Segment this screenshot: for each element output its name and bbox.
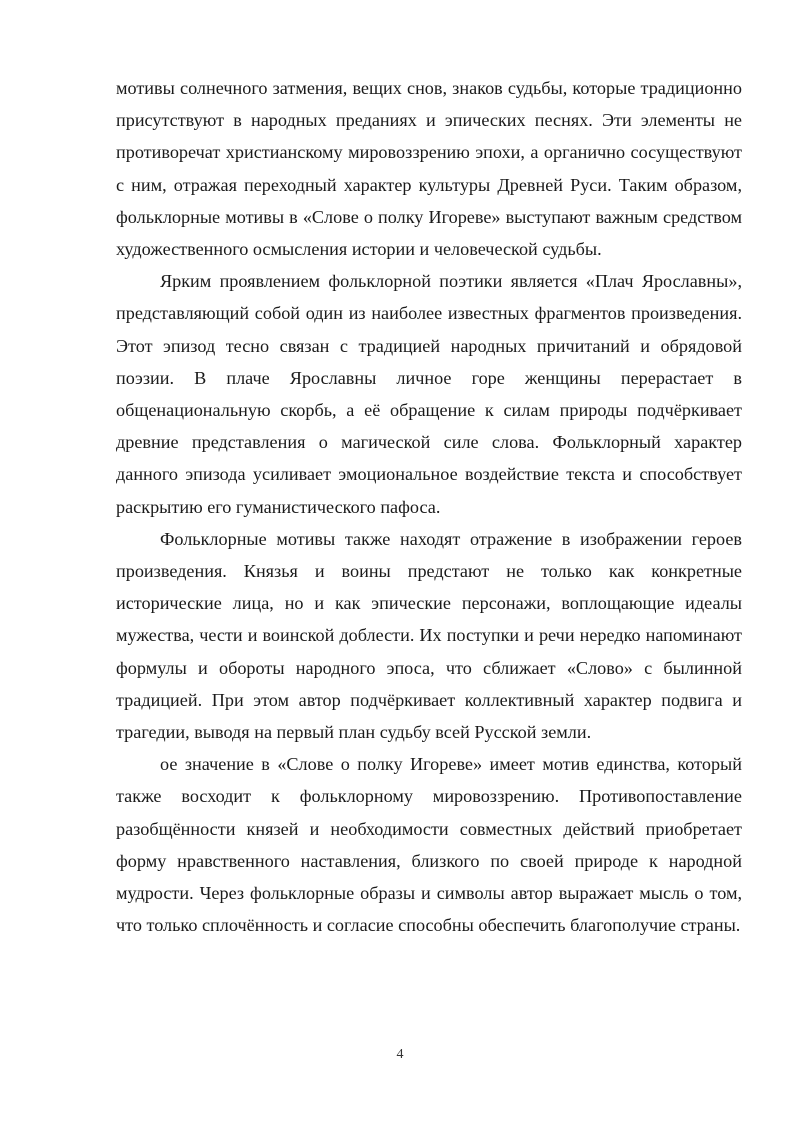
page-number: 4 [396, 1047, 404, 1062]
paragraph-heroes: Фольклорные мотивы также находят отражение в изображении героев произведения. Князья и воины предстают не только как конкретные исторические лица, но и как эпические персонажи, воплощающие идеалы мужества, чести и воинской доблести. Их поступки и речи нередко напоминают формулы и обороты народного эпоса, что сближает «Слово» с былинной традицией. При этом автор подчёркивает коллективный характер подвига и трагедии, выводя на первый план судьбу всей Русской земли. [116, 528, 742, 743]
body-text [116, 72, 742, 941]
paragraph-unity-motif: ое значение в «Слове о полку Игореве» имеет мотив единства, который также восходит к фольклорному мировоззрению. Противопоставление разобщённости князей и необходимости совместных действий приобретает форму нравственного наставления, близкого по своей природе к народной мудрости. Через фольклорные образы и символы автор выражает мысль о том, что только сплочённость и согласие способны обеспечить благополучие страны. [116, 754, 742, 936]
paragraph-yaroslavna-lament: Ярким проявлением фольклорной поэтики является «Плач Ярославны», представляющий собой один из наиболее известных фрагментов произведения. Этот эпизод тесно связан с традицией народных причитаний и обрядовой поэзии. В плаче Ярославны личное горе женщины перерастает в общенациональную скорбь, а её обращение к силам природы подчёркивает древние представления о магической силе слова. Фольклорный характер данного эпизода усиливает эмоциональное воздействие текста и способствует раскрытию его гуманистического пафоса. [116, 271, 742, 517]
paragraph-continuation: мотивы солнечного затмения, вещих снов, знаков судьбы, которые традиционно присутствуют в народных преданиях и эпических песнях. Эти элементы не противоречат христианскому мировоззрению эпохи, а органично сосуществуют с ним, отражая переходный характер культуры Древней Руси. Таким образом, фольклорные мотивы в «Слове о полку Игореве» выступают важным средством художественного осмысления истории и человеческой судьбы. [116, 78, 742, 260]
